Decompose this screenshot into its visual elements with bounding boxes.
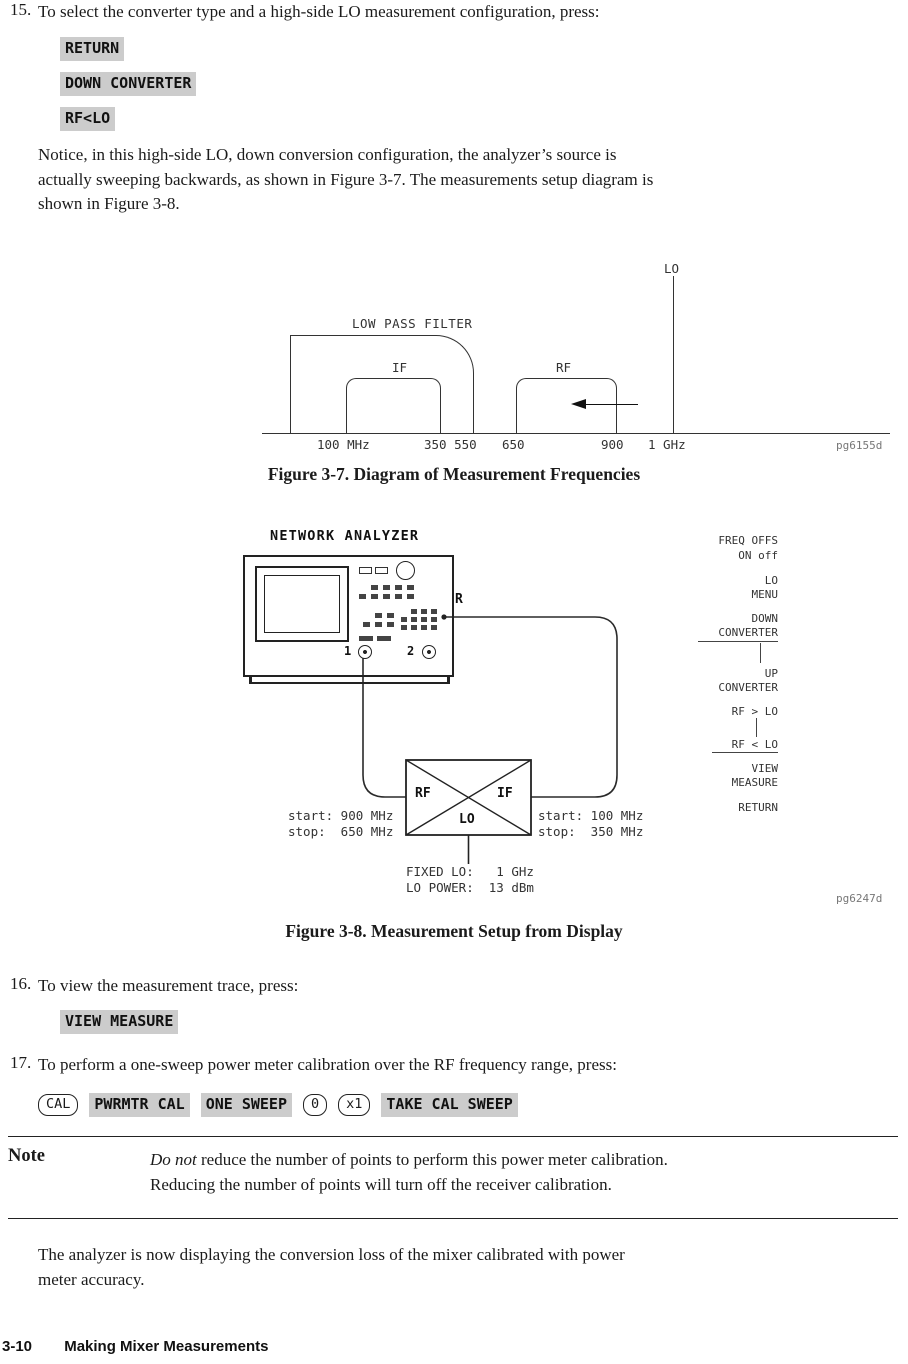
menu-connector: [760, 643, 761, 663]
step-15-number: 15.: [10, 0, 32, 19]
softkey-rf-lt-lo: RF<LO: [60, 107, 115, 131]
rf-sweep-start: start: 900 MHz: [288, 808, 394, 823]
r-input-label: R: [455, 592, 463, 607]
softkey-pwrmtr-cal: PWRMTR CAL: [89, 1093, 189, 1117]
rf-passband-shape: [516, 378, 617, 434]
menu-rf-gt-lo: RF > LO: [731, 705, 778, 718]
axis-tick: 650: [502, 437, 525, 452]
step-16-text: To view the measurement trace, press:: [38, 976, 299, 995]
step-16: [0, 974, 908, 1044]
menu-rf-lt-lo: RF < LO: [731, 738, 778, 751]
axis-tick: 1 GHz: [648, 437, 686, 452]
mixer-lo-label: LO: [456, 812, 478, 827]
menu-measure: MEASURE: [731, 776, 778, 789]
menu-up-converter: CONVERTER: [718, 681, 778, 694]
paragraph-line: The analyzer is now displaying the conversion loss of the mixer calibrated with power: [38, 1245, 625, 1264]
note-label: Note: [8, 1146, 45, 1166]
footer-page-number: 3-10: [2, 1338, 33, 1355]
paragraph-line: actually sweeping backwards, as shown in Figure 3-7. The measurements setup diagram is: [38, 169, 654, 189]
softkey-one-sweep: ONE SWEEP: [201, 1093, 292, 1117]
paragraph-line: shown in Figure 3-8.: [38, 194, 180, 213]
step-15-softkeys: [60, 37, 196, 131]
menu-view: VIEW: [751, 762, 778, 775]
fixed-lo-value: FIXED LO: 1 GHz: [406, 864, 534, 879]
page-footer: [2, 1338, 268, 1355]
analyzer-title: NETWORK ANALYZER: [270, 528, 420, 544]
paragraph-line: meter accuracy.: [38, 1269, 145, 1289]
menu-freq-offs: FREQ OFFS: [718, 534, 778, 547]
menu-up: UP: [764, 667, 778, 680]
frequency-axis: [262, 433, 890, 434]
footer-chapter-title: Making Mixer Measurements: [64, 1338, 269, 1355]
figure-3-7-caption: Figure 3-7. Diagram of Measurement Frequencies: [267, 464, 641, 484]
keypad-cluster: [401, 609, 407, 614]
key-cluster: [359, 636, 373, 641]
menu-return: RETURN: [738, 801, 778, 814]
port-2: [422, 645, 436, 659]
note-text-rest: reduce the number of points to perform this power meter calibration.: [196, 1150, 668, 1169]
step-17: [0, 1053, 908, 1133]
if-sweep-stop: stop: 350 MHz: [538, 824, 644, 839]
menu-connector: [756, 718, 757, 737]
sweep-arrow-shaft: [586, 404, 638, 405]
lo-power-value: LO POWER: 13 dBm: [406, 880, 534, 895]
menu-menu: MENU: [751, 588, 778, 601]
figure-3-7: [0, 252, 908, 462]
mixer-if-label: IF: [494, 786, 516, 801]
key-cluster: [363, 613, 370, 618]
rf-sweep-stop: stop: 650 MHz: [288, 824, 394, 839]
softkey-down-converter: DOWN CONVERTER: [60, 72, 196, 96]
sweep-arrow-head: [571, 399, 586, 409]
note-rule-top: [8, 1136, 898, 1137]
figure-3-8-caption: Figure 3-8. Measurement Setup from Display: [285, 921, 623, 941]
analyzer-front-panel: [243, 555, 454, 677]
menu-lo: LO: [764, 574, 778, 587]
closing-paragraph: [38, 1243, 890, 1292]
hardkey-x1: x1: [338, 1094, 370, 1116]
menu-down-converter: CONVERTER: [718, 626, 778, 639]
hardkey-cal: CAL: [38, 1094, 78, 1116]
step-17-keys: [38, 1093, 518, 1117]
step-17-text: To perform a one-sweep power meter calibration over the RF frequency range, press:: [38, 1055, 617, 1074]
axis-tick: 900: [601, 437, 624, 452]
if-passband-shape: [346, 378, 441, 434]
figure-3-8: [0, 520, 908, 920]
plot-id: pg6155d: [836, 439, 883, 452]
analyzer-screen-inner: [264, 575, 340, 633]
note-block: [0, 1136, 908, 1236]
display-key: [375, 567, 388, 574]
analyzer-knob: [396, 561, 415, 580]
softkey-return: RETURN: [60, 37, 124, 61]
display-key: [359, 567, 372, 574]
note-text-line2: Reducing the number of points will turn off the receiver calibration.: [150, 1174, 612, 1194]
port-1-label: 1: [344, 644, 352, 658]
step-15-paragraph: [38, 143, 900, 217]
plot-id: pg6247d: [836, 892, 883, 905]
softkey-view-measure: VIEW MEASURE: [60, 1010, 178, 1034]
low-pass-filter-label: LOW PASS FILTER: [352, 316, 473, 331]
note-rule-bottom: [8, 1218, 898, 1219]
step-17-number: 17.: [10, 1053, 32, 1072]
menu-underline: [698, 641, 778, 642]
if-sweep-start: start: 100 MHz: [538, 808, 644, 823]
softkey-take-cal-sweep: TAKE CAL SWEEP: [381, 1093, 517, 1117]
analyzer-screen: [255, 566, 349, 642]
lo-line: [673, 276, 674, 433]
if-label: IF: [392, 360, 408, 375]
axis-tick: 350 550: [424, 437, 477, 452]
port-2-label: 2: [407, 644, 415, 658]
note-emphasis: Do not: [150, 1150, 197, 1169]
key-cluster: [359, 585, 366, 590]
rf-label: RF: [556, 360, 572, 375]
paragraph-line: Notice, in this high-side LO, down conversion configuration, the analyzer’s source is: [38, 145, 617, 164]
note-text: [150, 1148, 898, 1197]
axis-tick: 100 MHz: [317, 437, 370, 452]
analyzer-base: [249, 677, 450, 684]
menu-on-off: ON off: [738, 549, 778, 562]
hardkey-0: 0: [303, 1094, 327, 1116]
step-16-number: 16.: [10, 974, 32, 993]
step-15: [0, 0, 908, 250]
menu-down: DOWN: [751, 612, 778, 625]
menu-underline: [712, 752, 778, 753]
lo-label: LO: [664, 261, 680, 276]
step-15-text: To select the converter type and a high-side LO measurement configuration, press:: [38, 2, 600, 21]
mixer-rf-label: RF: [412, 786, 434, 801]
port-1: [358, 645, 372, 659]
